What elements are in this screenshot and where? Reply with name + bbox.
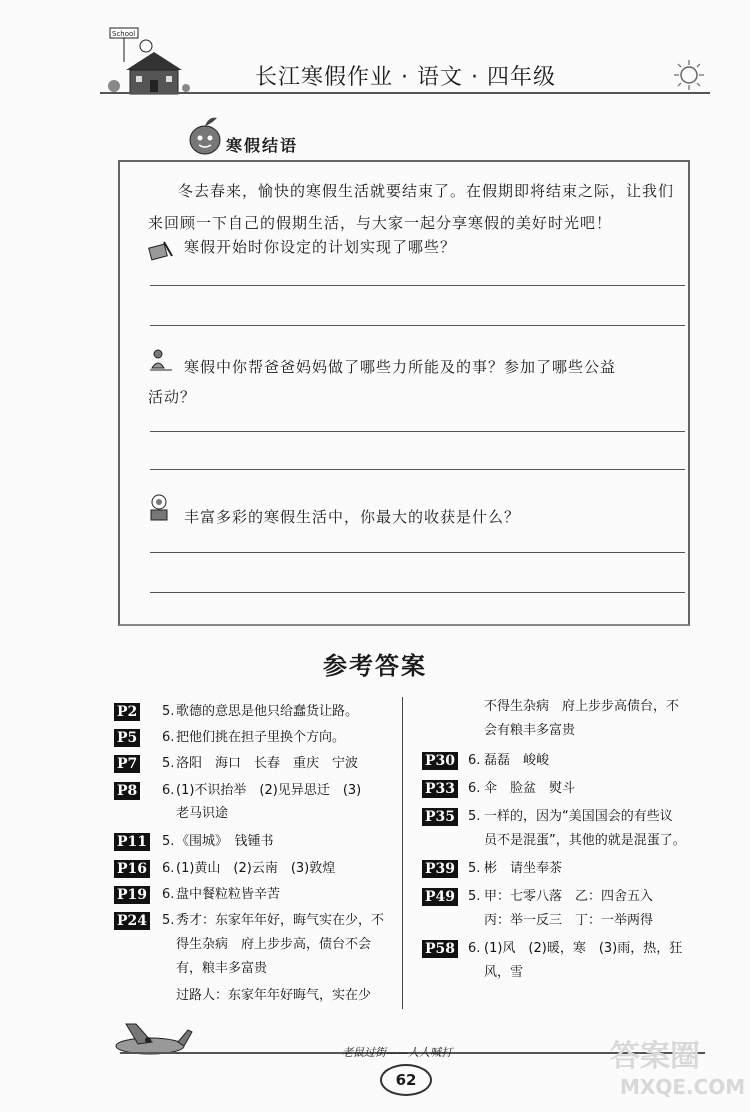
answers-title: 参考答案	[323, 652, 427, 680]
header-rule	[100, 92, 710, 94]
answer-line[interactable]	[150, 285, 685, 286]
apple-mascot-icon	[185, 112, 225, 158]
trophy-icon	[146, 492, 172, 522]
answer-text: 盘中餐粒粒皆辛苦	[176, 887, 281, 902]
answer-text: 一样的，因为“美国国会的有些议	[484, 809, 673, 824]
answer-text: 不得生杂病 府上步步高债台，不	[484, 699, 680, 714]
answer-text: 《围城》 钱锺书	[176, 834, 274, 849]
answer-line[interactable]	[150, 552, 685, 553]
page-tag: P39	[422, 860, 458, 878]
question-number: 6.	[468, 941, 481, 956]
question-number: 5.	[468, 889, 481, 904]
page-tag: P49	[422, 888, 458, 906]
question-number: 5.	[468, 861, 481, 876]
question-number: 6.	[162, 861, 175, 876]
intro-paragraph: 冬去春来，愉快的寒假生活就要结束了。在假期即将结束之际，让我们来回顾一下自己的假期生活，与大家一起分享寒假的美好时光吧！	[148, 182, 675, 232]
footer-slogan: 老鼠过街——人人喊打	[342, 1046, 452, 1059]
notebook-icon	[148, 238, 174, 262]
question-number: 5.	[162, 913, 175, 928]
answer-text: 会有粮丰多富贵	[484, 723, 576, 738]
question-2-continued: 活动？	[148, 388, 197, 406]
question-2: 寒假中你帮爸爸妈妈做了哪些力所能及的事？参加了哪些公益	[184, 358, 617, 376]
answer-line[interactable]	[150, 431, 685, 432]
school-building-illustration	[108, 22, 190, 96]
school-sign: School	[112, 30, 136, 38]
answer-text: (1)风 (2)暖，寒 (3)雨，热，狂	[484, 941, 683, 956]
column-divider	[402, 697, 403, 1009]
page-tag: P16	[114, 860, 150, 878]
page-tag: P5	[114, 729, 140, 747]
question-1: 寒假开始时你设定的计划实现了哪些？	[184, 238, 457, 256]
question-number: 6.	[162, 887, 175, 902]
watermark-logo	[592, 1028, 750, 1108]
answer-text: 老马识途	[176, 806, 229, 821]
question-number: 6.	[468, 753, 481, 768]
question-number: 6.	[162, 783, 175, 798]
answer-line[interactable]	[150, 469, 685, 470]
sun-icon	[672, 58, 706, 92]
answer-text: 得生杂病 府上步步高，债台不会	[176, 937, 372, 952]
question-number: 6.	[162, 730, 175, 745]
answer-text: 丙：举一反三 丁：一举两得	[484, 913, 654, 928]
answer-text: 过路人：东家年年好晦气，实在少	[176, 988, 372, 1003]
question-number: 5.	[162, 834, 175, 849]
question-number: 5.	[162, 704, 175, 719]
answer-text: (1)黄山 (2)云南 (3)敦煌	[176, 861, 336, 876]
question-3: 丰富多彩的寒假生活中，你最大的收获是什么？	[184, 508, 521, 526]
page-number: 62	[380, 1064, 432, 1096]
answer-text: 员不是混蛋”，其他的就是混蛋了。	[484, 833, 686, 848]
question-number: 5.	[162, 756, 175, 771]
airplane-illustration	[108, 1010, 198, 1070]
person-icon	[148, 348, 174, 372]
answer-line[interactable]	[150, 325, 685, 326]
answer-text: 彬 请坐奉茶	[484, 861, 563, 876]
answer-text: 把他们挑在担子里换个方向。	[176, 730, 346, 745]
answer-text: 风，雪	[484, 965, 524, 980]
page-tag: P58	[422, 940, 458, 958]
page-tag: P7	[114, 755, 140, 773]
page-tag: P8	[114, 782, 140, 800]
page-tag: P11	[114, 833, 150, 851]
answer-text: 有，粮丰多富贵	[176, 961, 268, 976]
watermark-url: MXQE.COM	[620, 1075, 746, 1099]
page-tag: P2	[114, 703, 140, 721]
answer-text: 甲：七零八落 乙：四舍五入	[484, 889, 654, 904]
watermark-text: 答案圈	[610, 1039, 700, 1074]
question-number: 6.	[468, 781, 481, 796]
section-title: 寒假结语	[226, 136, 299, 155]
question-number: 5.	[468, 809, 481, 824]
answer-line[interactable]	[150, 592, 685, 593]
answer-text: (1)不识抬举 (2)见异思迁 (3)	[176, 783, 362, 798]
page-tag: P19	[114, 886, 150, 904]
answer-text: 洛阳 海口 长春 重庆 宁波	[176, 756, 359, 771]
page-tag: P30	[422, 752, 458, 770]
answer-text: 秀才：东家年年好，晦气实在少，不	[176, 913, 385, 928]
page-tag: P35	[422, 808, 458, 826]
answer-text: 歌德的意思是他只给蠢货让路。	[176, 704, 359, 719]
answer-text: 伞 脸盆 熨斗	[484, 781, 576, 796]
page-tag: P33	[422, 780, 458, 798]
page-tag: P24	[114, 912, 150, 930]
answer-text: 磊磊 峻峻	[484, 753, 550, 768]
header-title: 长江寒假作业 · 语文 · 四年级	[255, 65, 556, 90]
